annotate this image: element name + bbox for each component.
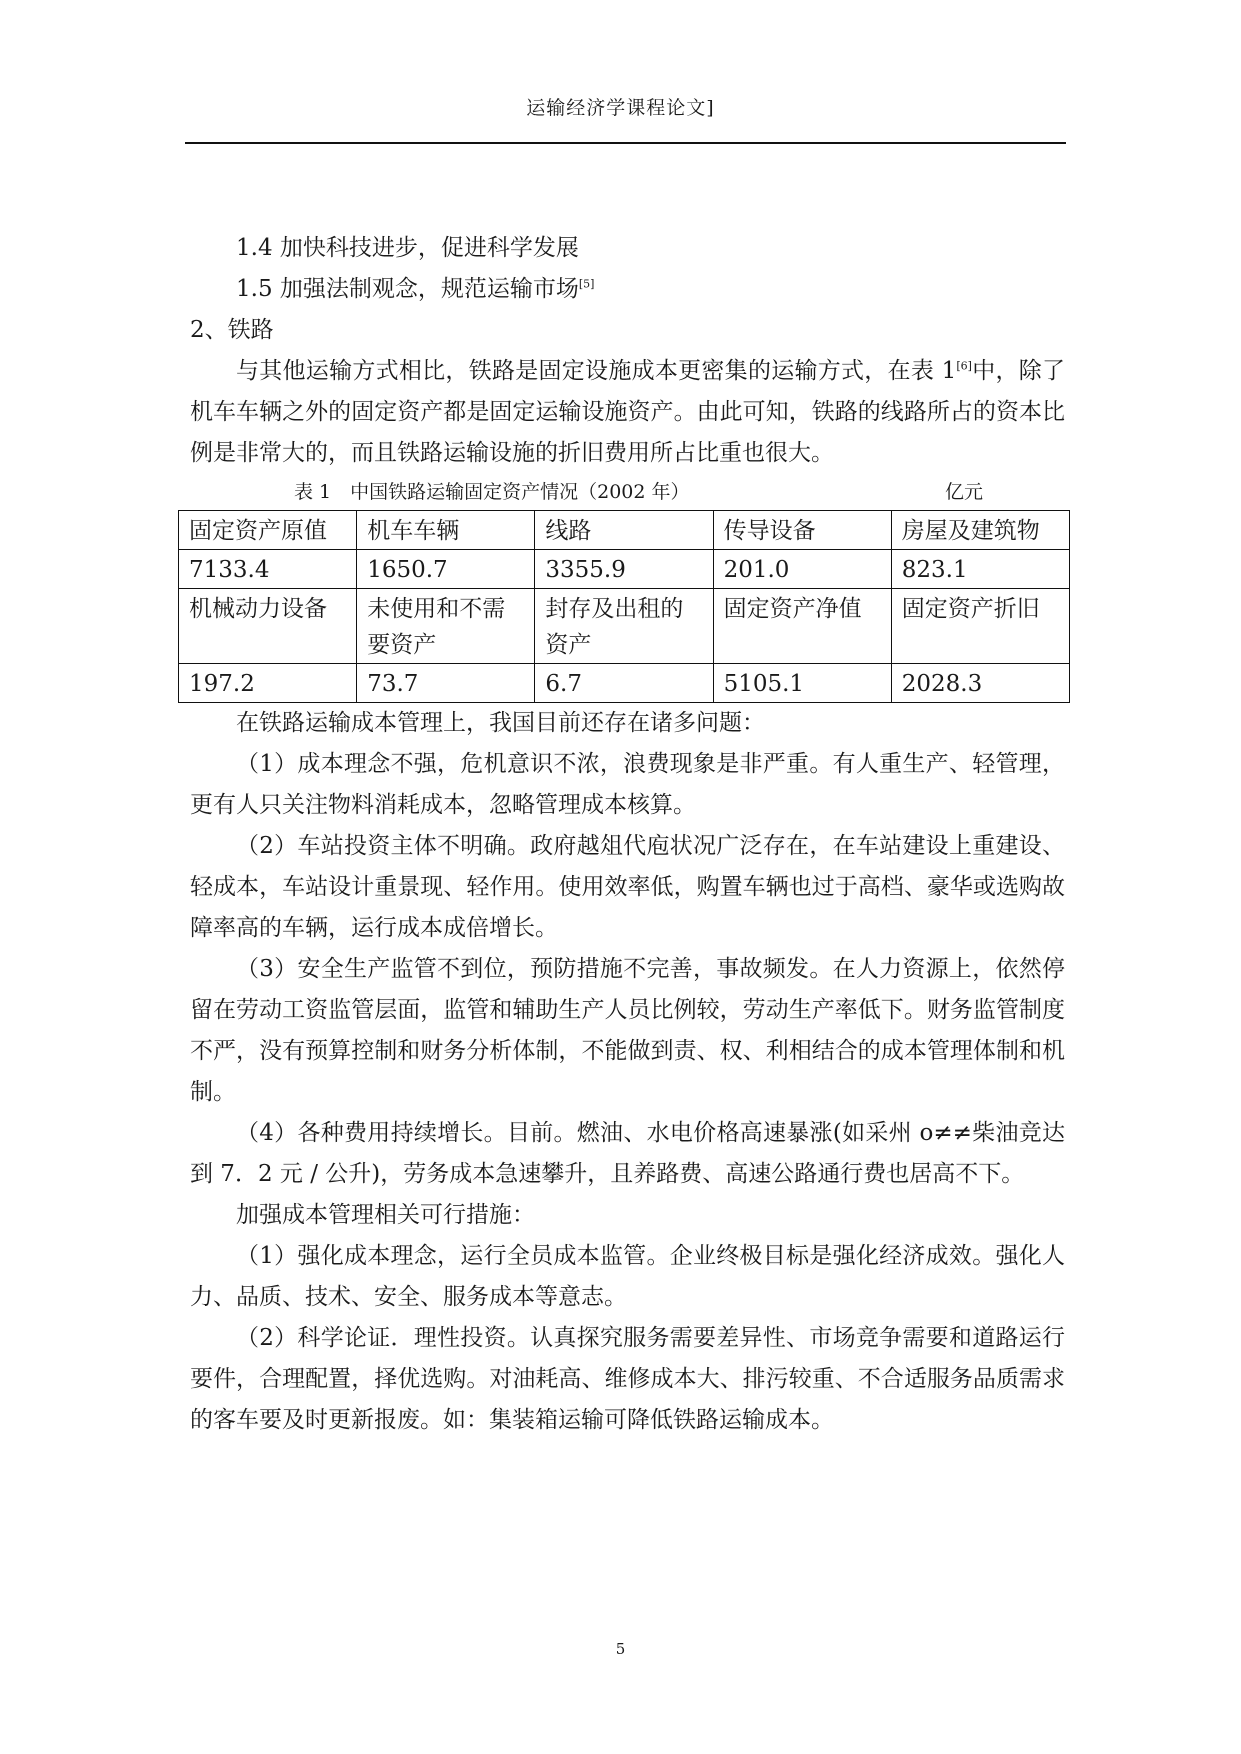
table-row <box>179 550 1070 589</box>
body-paragraph: （4）各种费用持续增长。目前。燃油、水电价格高速暴涨(如采州 o≠≠柴油竞达到 7．2 元 / 公升)，劳务成本急速攀升，且养路费、高速公路通行费也居高不下。 <box>190 1120 1065 1187</box>
header-divider <box>185 142 1066 144</box>
intro-text-a: 与其他运输方式相比，铁路是固定设施成本更密集的运输方式，在表 1 <box>236 358 957 384</box>
table-cell: 封存及出租的资产 <box>535 589 713 664</box>
section-item-1-4: 1.4 加快科技进步，促进科学发展 <box>236 235 579 261</box>
body-paragraph: 在铁路运输成本管理上，我国目前还存在诸多问题： <box>236 710 765 736</box>
body-paragraph: （3）安全生产监管不到位，预防措施不完善，事故频发。在人力资源上，依然停留在劳动工资监管层面，监管和辅助生产人员比例较，劳动生产率低下。财务监管制度不严，没有预算控制和财务分析体制，不能做到责、权、利相结合的成本管理体制和机制。 <box>190 956 1065 1105</box>
table-cell: 未使用和不需要资产 <box>357 589 535 664</box>
table-cell: 传导设备 <box>713 511 891 550</box>
table-cell: 7133.4 <box>179 550 357 589</box>
table-caption-title: 表 1 中国铁路运输固定资产情况（2002 年） <box>294 481 690 503</box>
table-caption-unit: 亿元 <box>945 481 984 503</box>
table-cell: 197.2 <box>179 664 357 703</box>
table-row <box>179 589 1070 664</box>
table-cell: 2028.3 <box>891 664 1069 703</box>
body-paragraph: 加强成本管理相关可行措施： <box>236 1202 535 1228</box>
table-cell: 固定资产净值 <box>713 589 891 664</box>
table-cell: 固定资产原值 <box>179 511 357 550</box>
table-cell: 73.7 <box>357 664 535 703</box>
table-cell: 房屋及建筑物 <box>891 511 1069 550</box>
table-cell: 机车车辆 <box>357 511 535 550</box>
table-cell: 823.1 <box>891 550 1069 589</box>
reference-marker: [5] <box>578 277 595 291</box>
document-body <box>190 228 1065 1441</box>
table-cell: 固定资产折旧 <box>891 589 1069 664</box>
fixed-assets-table <box>178 510 1070 703</box>
table-row <box>179 664 1070 703</box>
reference-marker: [6] <box>956 359 972 373</box>
section-item-1-5-text: 1.5 加强法制观念，规范运输市场 <box>236 276 579 302</box>
table-caption <box>190 474 1065 510</box>
table-cell: 5105.1 <box>713 664 891 703</box>
table-row <box>179 511 1070 550</box>
table-cell: 6.7 <box>535 664 713 703</box>
table-cell: 1650.7 <box>357 550 535 589</box>
body-paragraph: （2）科学论证．理性投资。认真探究服务需要差异性、市场竞争需要和道路运行要件，合理配置，择优选购。对油耗高、维修成本大、排污较重、不合适服务品质需求的客车要及时更新报废。如：集装箱运输可降低铁路运输成本。 <box>190 1325 1065 1433</box>
table-cell: 3355.9 <box>535 550 713 589</box>
body-paragraph: （2）车站投资主体不明确。政府越俎代庖状况广泛存在，在车站建设上重建设、轻成本，车站设计重景现、轻作用。使用效率低，购置车辆也过于高档、豪华或选购故障率高的车辆，运行成本成倍增长。 <box>190 833 1065 941</box>
table-cell: 线路 <box>535 511 713 550</box>
page-number: 5 <box>615 1640 626 1658</box>
section-heading-railway: 2、铁路 <box>190 317 274 343</box>
table-cell: 机械动力设备 <box>179 589 357 664</box>
intro-text-b: 中，除了机车车辆之外的固定资产都是固定运输设施资产。由此可知，铁路的线路所占的资本比例是非常大的，而且铁路运输设施的折旧费用所占比重也很大。 <box>190 358 1066 466</box>
section-item-1-5 <box>190 269 1065 310</box>
header-title: 运输经济学课程论文] <box>526 97 715 119</box>
body-paragraph: （1）强化成本理念，运行全员成本监管。企业终极目标是强化经济成效。强化人力、品质、技术、安全、服务成本等意志。 <box>190 1243 1065 1310</box>
intro-paragraph <box>190 351 1065 474</box>
body-paragraph: （1）成本理念不强，危机意识不浓，浪费现象是非严重。有人重生产、轻管理，更有人只关注物料消耗成本，忽略管理成本核算。 <box>190 751 1065 818</box>
table-cell: 201.0 <box>713 550 891 589</box>
